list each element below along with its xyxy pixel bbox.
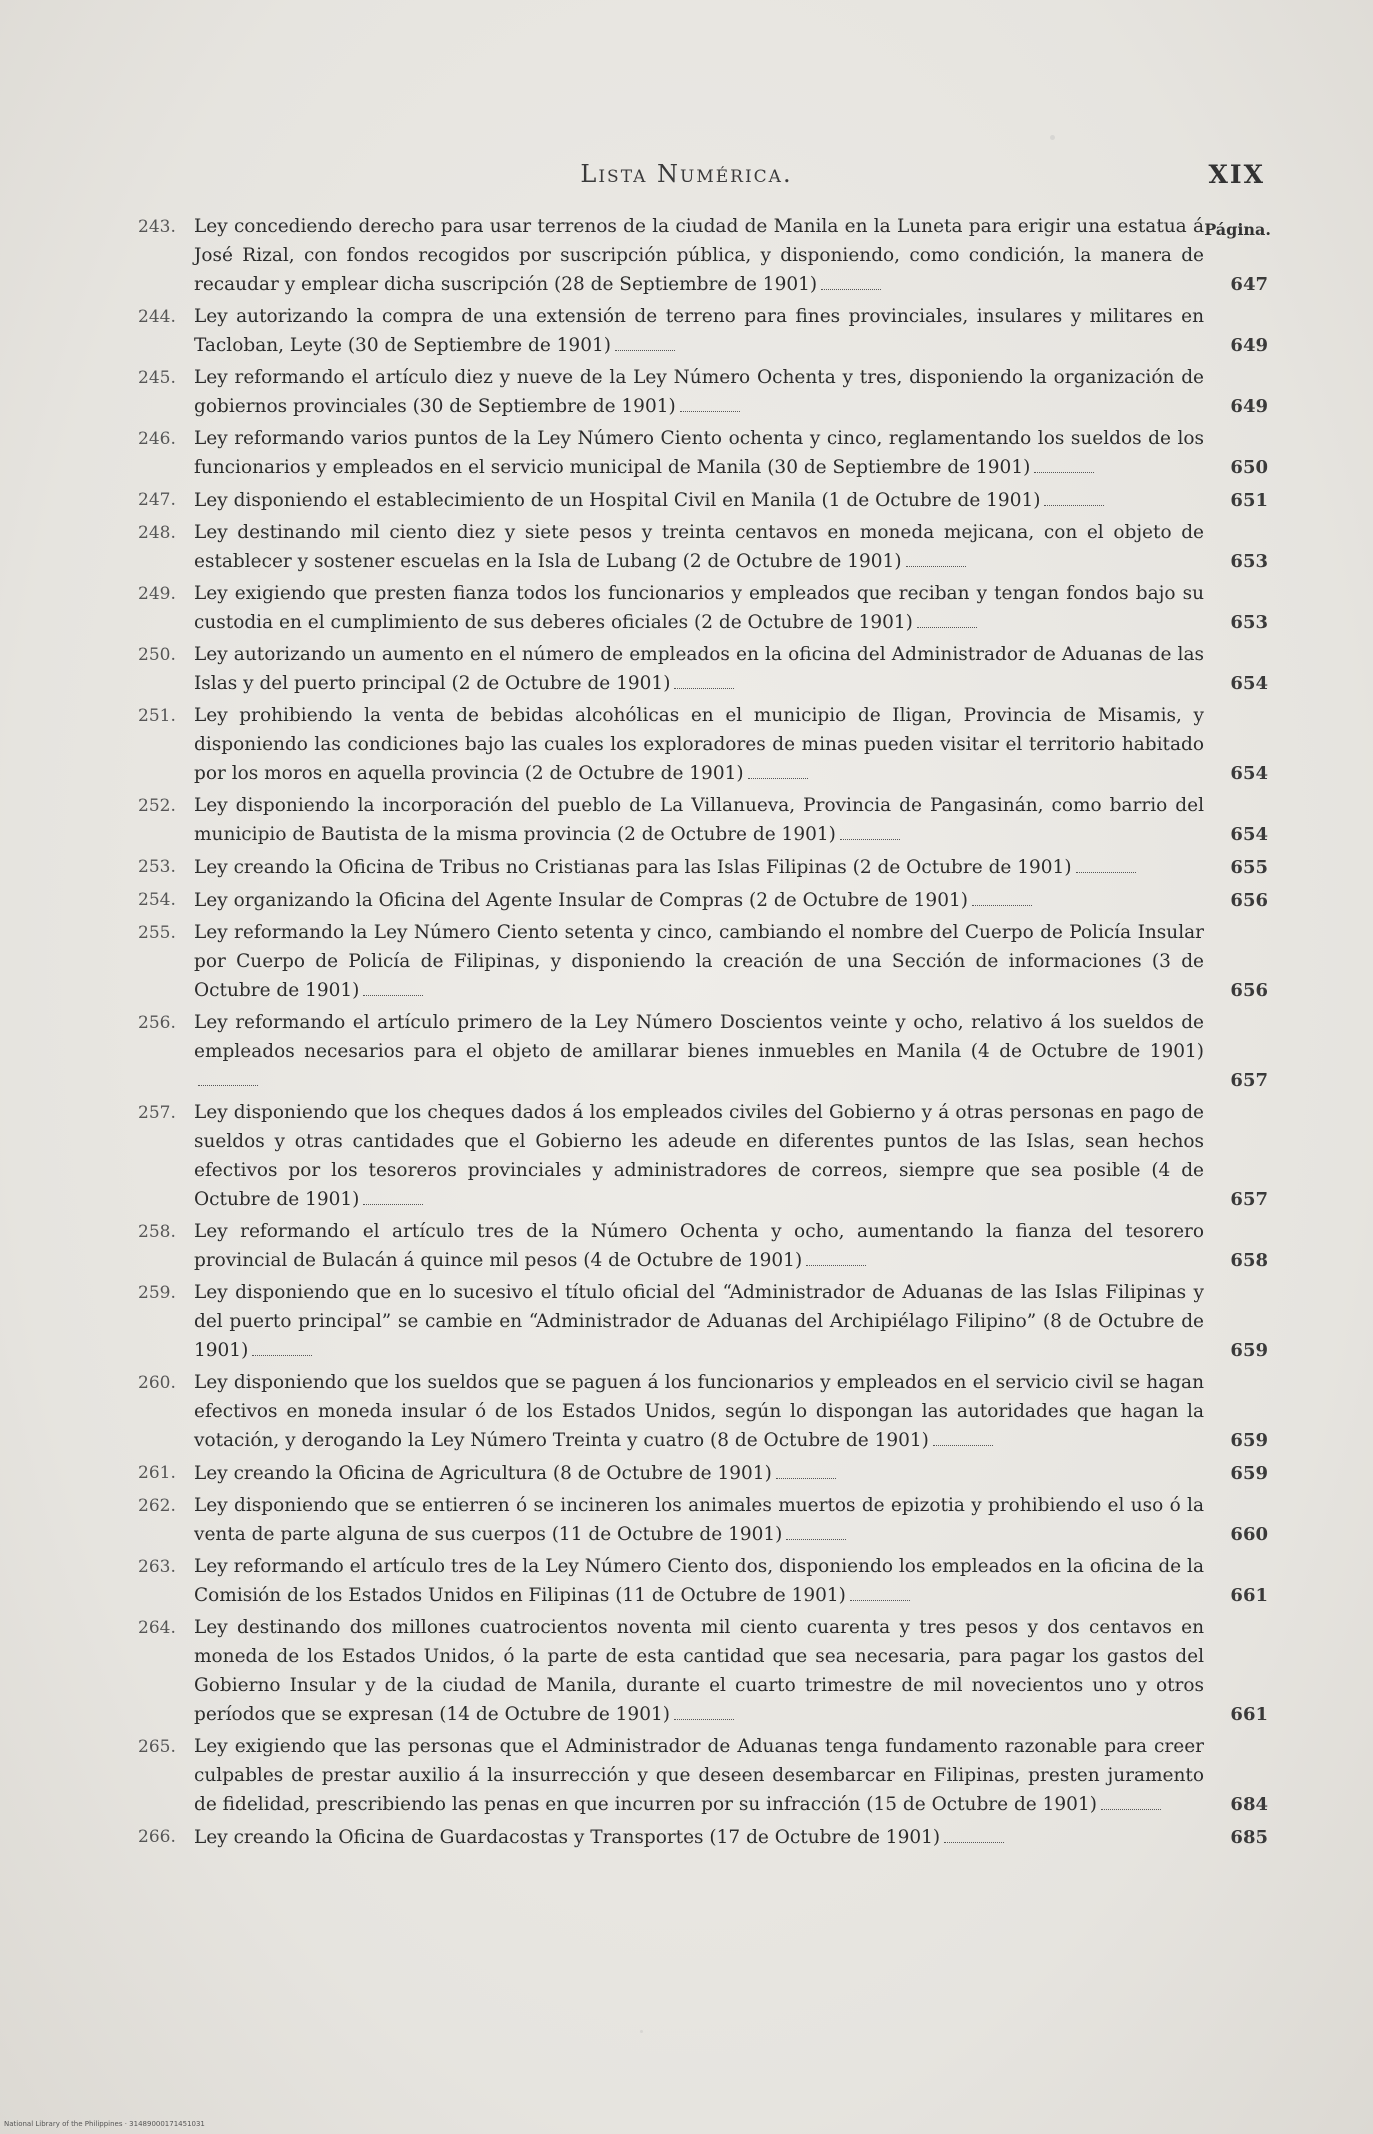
dot-leader [850, 1599, 910, 1601]
entry-text: Ley organizando la Oficina del Agente Insular de Compras (2 de Octubre de 1901) [194, 890, 968, 911]
dot-leader [363, 994, 423, 996]
list-item [138, 518, 1268, 576]
dot-leader [821, 288, 881, 290]
list-item [138, 1491, 1268, 1549]
entry-number: 246. [138, 429, 176, 449]
list-item [138, 791, 1268, 849]
dot-leader [1101, 1808, 1161, 1810]
entry-title [194, 579, 1204, 637]
list-item [138, 640, 1268, 698]
entry-text: Ley destinando mil ciento diez y siete pesos y treinta centavos en moneda mejicana, con el objeto de establecer y sostener escuelas en la Isla de Lubang (2 de Octubre de 1901) [194, 522, 1204, 572]
list-item [138, 701, 1268, 788]
entry-page: 685 [1230, 1827, 1268, 1848]
entry-page: 651 [1230, 490, 1268, 511]
entry-title [194, 886, 1204, 915]
dot-leader [1044, 504, 1104, 506]
entry-page: 655 [1230, 857, 1268, 878]
entry-text: Ley reformando el artículo diez y nueve de la Ley Número Ochenta y tres, disponiendo la organización de gobiernos provinciales (30 de Septiembre de 1901) [194, 367, 1204, 417]
entry-page: 658 [1230, 1250, 1268, 1271]
list-item [138, 1098, 1268, 1214]
list-item [138, 852, 1268, 882]
dot-leader [944, 1841, 1004, 1843]
entry-title [194, 640, 1204, 698]
entry-text: Ley creando la Oficina de Guardacostas y Transportes (17 de Octubre de 1901) [194, 1827, 941, 1848]
entry-number: 254. [138, 890, 176, 910]
entry-number: 258. [138, 1222, 176, 1242]
entry-number: 257. [138, 1103, 176, 1123]
entry-page: 657 [1230, 1189, 1268, 1210]
entry-page: 659 [1230, 1430, 1268, 1451]
pagina-column-label: Página. [1204, 220, 1271, 239]
dot-leader [840, 838, 900, 840]
dot-leader [674, 1718, 734, 1720]
entry-page: 657 [1230, 1070, 1268, 1091]
paper-speck [1050, 135, 1055, 140]
entry-page: 656 [1230, 890, 1268, 911]
entry-page: 653 [1230, 612, 1268, 633]
law-list [138, 212, 1268, 1855]
entry-title [194, 918, 1204, 1005]
list-item [138, 885, 1268, 915]
list-item [138, 485, 1268, 515]
dot-leader [933, 1444, 993, 1446]
dot-leader [806, 1264, 866, 1266]
entry-number: 266. [138, 1827, 176, 1847]
entry-text: Ley reformando el artículo tres de la Ley Número Ciento dos, disponiendo los empleados en la oficina de la Comisión de los Estados Unidos en Filipinas (11 de Octubre de 1901) [194, 1556, 1204, 1606]
entry-number: 262. [138, 1496, 176, 1516]
list-item [138, 1008, 1268, 1095]
entry-text: Ley prohibiendo la venta de bebidas alcohólicas en el municipio de Iligan, Provincia de Misamis, y disponiendo las condiciones bajo las cuales los exploradores de minas pueden visitar el territorio habitado por los moros en aquella provincia (2 de Octubre de 1901) [194, 705, 1204, 784]
entry-number: 265. [138, 1737, 176, 1757]
list-item [138, 363, 1268, 421]
entry-title [194, 363, 1204, 421]
entry-page: 661 [1230, 1704, 1268, 1725]
entry-number: 255. [138, 923, 176, 943]
entry-title [194, 1368, 1204, 1455]
scan-source-note: National Library of the Philippines · 31489000171451031 [4, 2120, 205, 2128]
entry-title [194, 791, 1204, 849]
entry-title [194, 1732, 1204, 1819]
entry-page: 653 [1230, 551, 1268, 572]
entry-page: 656 [1230, 980, 1268, 1001]
entry-text: Ley reformando varios puntos de la Ley Número Ciento ochenta y cinco, reglamentando los sueldos de los funcionarios y empleados en el servicio municipal de Manila (30 de Septiembre de 1901) [194, 428, 1204, 478]
entry-page: 654 [1230, 673, 1268, 694]
entry-number: 259. [138, 1283, 176, 1303]
entry-text: Ley disponiendo que se entierren ó se incineren los animales muertos de epizotia y prohibiendo el uso ó la venta de parte alguna de sus cuerpos (11 de Octubre de 1901) [194, 1495, 1204, 1545]
entry-title [194, 1823, 1204, 1852]
dot-leader [615, 349, 675, 351]
entry-title [194, 1217, 1204, 1275]
entry-page: 661 [1230, 1585, 1268, 1606]
entry-title [194, 1459, 1204, 1488]
entry-title [194, 212, 1204, 299]
entry-number: 253. [138, 857, 176, 877]
entry-number: 248. [138, 523, 176, 543]
entry-title [194, 853, 1204, 882]
dot-leader [776, 1477, 836, 1479]
list-item [138, 302, 1268, 360]
dot-leader [917, 626, 977, 628]
running-title: Lista Numérica. [580, 160, 793, 188]
entry-title [194, 1098, 1204, 1214]
list-item [138, 424, 1268, 482]
page-header [0, 160, 1373, 200]
entry-number: 256. [138, 1013, 176, 1033]
entry-title [194, 486, 1204, 515]
entry-title [194, 1008, 1204, 1095]
dot-leader [972, 904, 1032, 906]
page-number: XIX [1208, 160, 1265, 189]
entry-page: 654 [1230, 763, 1268, 784]
paper-speck [640, 2030, 643, 2033]
dot-leader [786, 1538, 846, 1540]
dot-leader [906, 565, 966, 567]
dot-leader [748, 777, 808, 779]
list-item [138, 1613, 1268, 1729]
entry-page: 654 [1230, 824, 1268, 845]
entry-page: 647 [1230, 274, 1268, 295]
entry-page: 660 [1230, 1524, 1268, 1545]
entry-title [194, 424, 1204, 482]
entry-text: Ley exigiendo que las personas que el Administrador de Aduanas tenga fundamento razonable para creer culpables de prestar auxilio á la insurrección y que deseen desembarcar en Filipinas, presten juramento de fidelidad, prescribiendo las penas en que incurren por su infracción (15 de Octubre de 1901) [194, 1736, 1204, 1815]
entry-page: 684 [1230, 1794, 1268, 1815]
dot-leader [674, 687, 734, 689]
entry-text: Ley concediendo derecho para usar terrenos de la ciudad de Manila en la Luneta para erigir una estatua á José Rizal, con fondos recogidos por suscripción pública, y disponiendo, como condición, la manera de recaudar y emplear dicha suscripción (28 de Septiembre de 1901) [194, 216, 1204, 295]
list-item [138, 1552, 1268, 1610]
entry-number: 245. [138, 368, 176, 388]
entry-text: Ley creando la Oficina de Agricultura (8 de Octubre de 1901) [194, 1463, 772, 1484]
entry-number: 260. [138, 1373, 176, 1393]
entry-title [194, 518, 1204, 576]
entry-page: 659 [1230, 1463, 1268, 1484]
entry-text: Ley disponiendo la incorporación del pueblo de La Villanueva, Provincia de Pangasinán, como barrio del municipio de Bautista de la misma provincia (2 de Octubre de 1901) [194, 795, 1204, 845]
entry-text: Ley disponiendo que en lo sucesivo el título oficial del “Administrador de Aduanas de las Islas Filipinas y del puerto principal” se cambie en “Administrador de Aduanas del Archipiélago Filipino” (8 de Octubre de 1901) [194, 1282, 1204, 1361]
entry-text: Ley disponiendo que los sueldos que se paguen á los funcionarios y empleados en el servicio civil se hagan efectivos en moneda insular ó de los Estados Unidos, según lo dispongan las autoridades que hagan la votación, y derogando la Ley Número Treinta y cuatro (8 de Octubre de 1901) [194, 1372, 1204, 1451]
list-item [138, 1458, 1268, 1488]
entry-number: 261. [138, 1463, 176, 1483]
entry-text: Ley disponiendo que los cheques dados á los empleados civiles del Gobierno y á otras personas en pago de sueldos y otras cantidades que el Gobierno les adeude en diferentes puntos de las Islas, sean hechos efectivos por los tesoreros provinciales y administradores de correos, siempre que sea posible (4 de Octubre de 1901) [194, 1102, 1204, 1210]
entry-title [194, 1613, 1204, 1729]
entry-number: 243. [138, 217, 176, 237]
entry-title [194, 1552, 1204, 1610]
entry-text: Ley autorizando un aumento en el número de empleados en la oficina del Administrador de Aduanas de las Islas y del puerto principal (2 de Octubre de 1901) [194, 644, 1204, 694]
list-item [138, 1278, 1268, 1365]
entry-number: 263. [138, 1557, 176, 1577]
entry-number: 250. [138, 645, 176, 665]
entry-number: 264. [138, 1618, 176, 1638]
entry-text: Ley destinando dos millones cuatrocientos noventa mil ciento cuarenta y tres pesos y dos centavos en moneda de los Estados Unidos, ó la parte de esta cantidad que sea necesaria, para pagar los gastos del Gobierno Insular y de la ciudad de Manila, durante el cuarto trimestre de mil novecientos uno y otros períodos que se expresan (14 de Octubre de 1901) [194, 1617, 1204, 1725]
list-item [138, 1217, 1268, 1275]
dot-leader [198, 1084, 258, 1086]
entry-text: Ley autorizando la compra de una extensión de terreno para fines provinciales, insulares y militares en Tacloban, Leyte (30 de Septiembre de 1901) [194, 306, 1204, 356]
entry-number: 247. [138, 490, 176, 510]
entry-title [194, 1491, 1204, 1549]
entry-text: Ley reformando el artículo tres de la Número Ochenta y ocho, aumentando la fianza del tesorero provincial de Bulacán á quince mil pesos (4 de Octubre de 1901) [194, 1221, 1204, 1271]
entry-text: Ley reformando el artículo primero de la Ley Número Doscientos veinte y ocho, relativo á los sueldos de empleados necesarios para el objeto de amillarar bienes inmuebles en Manila (4 de Octubre de 1901) [194, 1012, 1204, 1062]
entry-title [194, 701, 1204, 788]
entry-page: 650 [1230, 457, 1268, 478]
entry-page: 649 [1230, 335, 1268, 356]
entry-text: Ley disponiendo el establecimiento de un Hospital Civil en Manila (1 de Octubre de 1901) [194, 490, 1041, 511]
entry-number: 244. [138, 307, 176, 327]
list-item [138, 918, 1268, 1005]
entry-title [194, 1278, 1204, 1365]
list-item [138, 1822, 1268, 1852]
entry-number: 249. [138, 584, 176, 604]
entry-page: 659 [1230, 1340, 1268, 1361]
dot-leader [252, 1354, 312, 1356]
entry-text: Ley reformando la Ley Número Ciento setenta y cinco, cambiando el nombre del Cuerpo de Policía Insular por Cuerpo de Policía de Filipinas, y disponiendo la creación de una Sección de informaciones (3 de Octubre de 1901) [194, 922, 1204, 1001]
entry-title [194, 302, 1204, 360]
list-item [138, 1732, 1268, 1819]
list-item [138, 1368, 1268, 1455]
entry-text: Ley creando la Oficina de Tribus no Cristianas para las Islas Filipinas (2 de Octubre de 1901) [194, 857, 1072, 878]
dot-leader [1076, 871, 1136, 873]
dot-leader [363, 1203, 423, 1205]
list-item [138, 212, 1268, 299]
entry-page: 649 [1230, 396, 1268, 417]
dot-leader [680, 410, 740, 412]
list-item [138, 579, 1268, 637]
dot-leader [1034, 471, 1094, 473]
entry-number: 251. [138, 706, 176, 726]
entry-number: 252. [138, 796, 176, 816]
entry-text: Ley exigiendo que presten fianza todos los funcionarios y empleados que reciban y tengan fondos bajo su custodia en el cumplimiento de sus deberes oficiales (2 de Octubre de 1901) [194, 583, 1204, 633]
